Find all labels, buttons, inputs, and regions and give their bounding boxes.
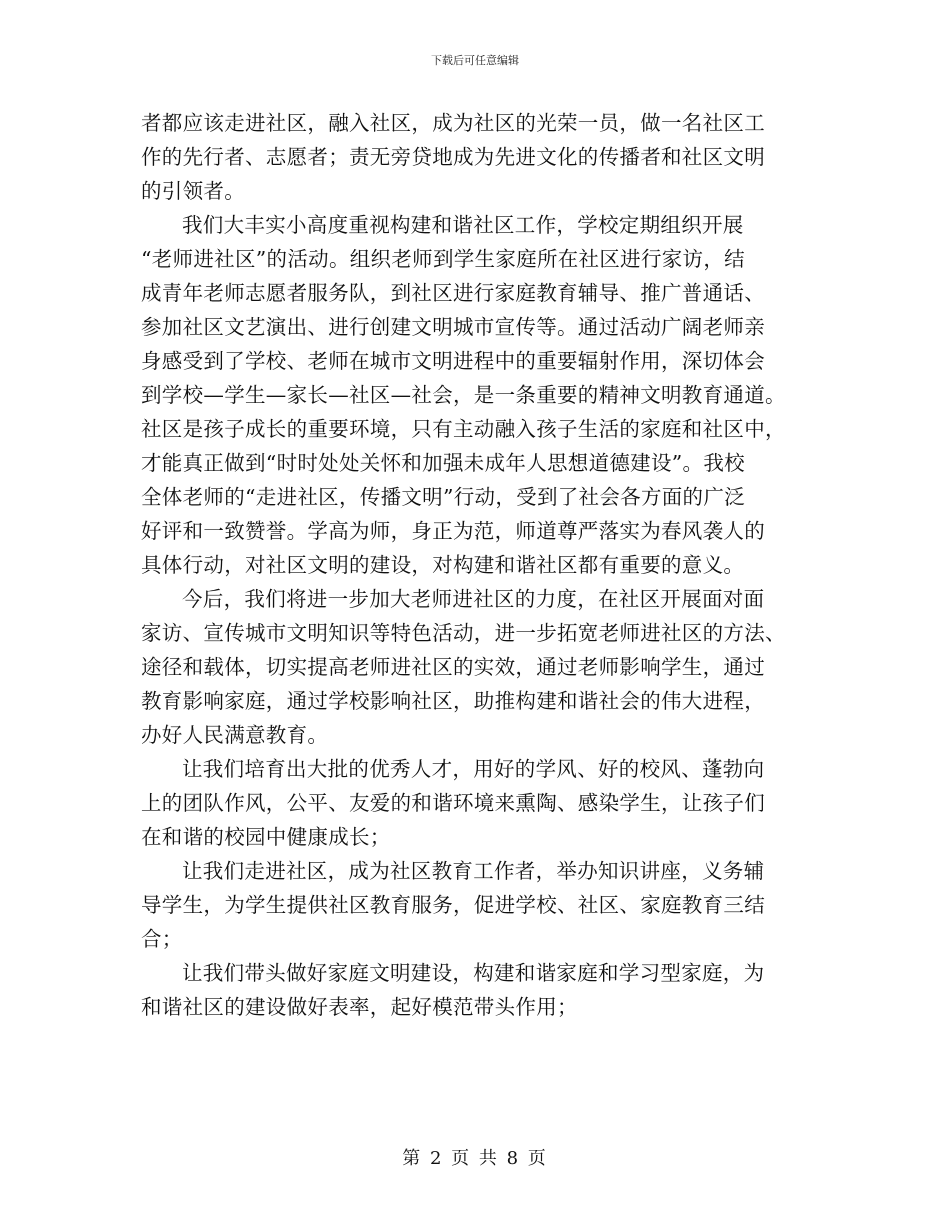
text-line: 才能真正做到“时时处处关怀和加强未成年人思想道德建设”。我校: [141, 451, 745, 475]
paragraph-first-line: 我们大丰实小高度重视构建和谐社区工作，学校定期组织开展: [182, 213, 744, 237]
text-line: 具体行动，对社区文明的建设，对构建和谐社区都有重要的意义。: [141, 553, 745, 577]
text-line: 合；: [141, 927, 183, 951]
text-line: 途径和载体，切实提高老师进社区的实效，通过老师影响学生，通过: [141, 655, 765, 679]
text-line: 办好人民满意教育。: [141, 723, 329, 747]
text-line: 全体老师的“走进社区，传播文明”行动，受到了社会各方面的广泛: [141, 485, 745, 509]
text-line: 的引领者。: [141, 179, 245, 203]
text-line: 家访、宣传城市文明知识等特色活动，进一步拓宽老师进社区的方法、: [141, 621, 786, 645]
text-line: “老师进社区”的活动。组织老师到学生家庭所在社区进行家访，结: [141, 247, 745, 271]
text-line: 在和谐的校园中健康成长；: [141, 825, 391, 849]
paragraph-first-line: 今后，我们将进一步加大老师进社区的力度，在社区开展面对面: [182, 587, 765, 611]
text-line: 上的团队作风，公平、友爱的和谐环境来熏陶、感染学生，让孩子们: [141, 791, 765, 815]
text-line: 成青年老师志愿者服务队，到社区进行家庭教育辅导、推广普通话、: [141, 281, 765, 305]
page-header: 下载后可任意编辑: [431, 54, 519, 67]
text-line: 作的先行者、志愿者；责无旁贷地成为先进文化的传播者和社区文明: [141, 145, 765, 169]
text-line: 社区是孩子成长的重要环境，只有主动融入孩子生活的家庭和社区中，: [141, 417, 786, 441]
text-line: 参加社区文艺演出、进行创建文明城市宣传等。通过活动广阔老师亲: [141, 315, 765, 339]
text-line: 好评和一致赞誉。学高为师，身正为范，师道尊严落实为春风袭人的: [141, 519, 765, 543]
text-line: 导学生，为学生提供社区教育服务，促进学校、社区、家庭教育三结: [141, 893, 765, 917]
paragraph-first-line: 让我们培育出大批的优秀人才，用好的学风、好的校风、蓬勃向: [182, 757, 765, 781]
text-line: 到学校—学生—家长—社区—社会，是一条重要的精神文明教育通道。: [141, 383, 786, 407]
document-body: [141, 106, 816, 1024]
text-line: 身感受到了学校、老师在城市文明进程中的重要辐射作用，深切体会: [141, 349, 765, 373]
text-line: 者都应该走进社区，融入社区，成为社区的光荣一员，做一名社区工: [141, 111, 765, 135]
paragraph-first-line: 让我们带头做好家庭文明建设，构建和谐家庭和学习型家庭，为: [182, 961, 765, 985]
paragraph-first-line: 让我们走进社区，成为社区教育工作者，举办知识讲座，义务辅: [182, 859, 765, 883]
text-line: 和谐社区的建设做好表率，起好模范带头作用；: [141, 995, 578, 1019]
text-line: 教育影响家庭，通过学校影响社区，助推构建和谐社会的伟大进程，: [141, 689, 765, 713]
page-footer: 第 2 页 共 8 页: [402, 1148, 548, 1169]
